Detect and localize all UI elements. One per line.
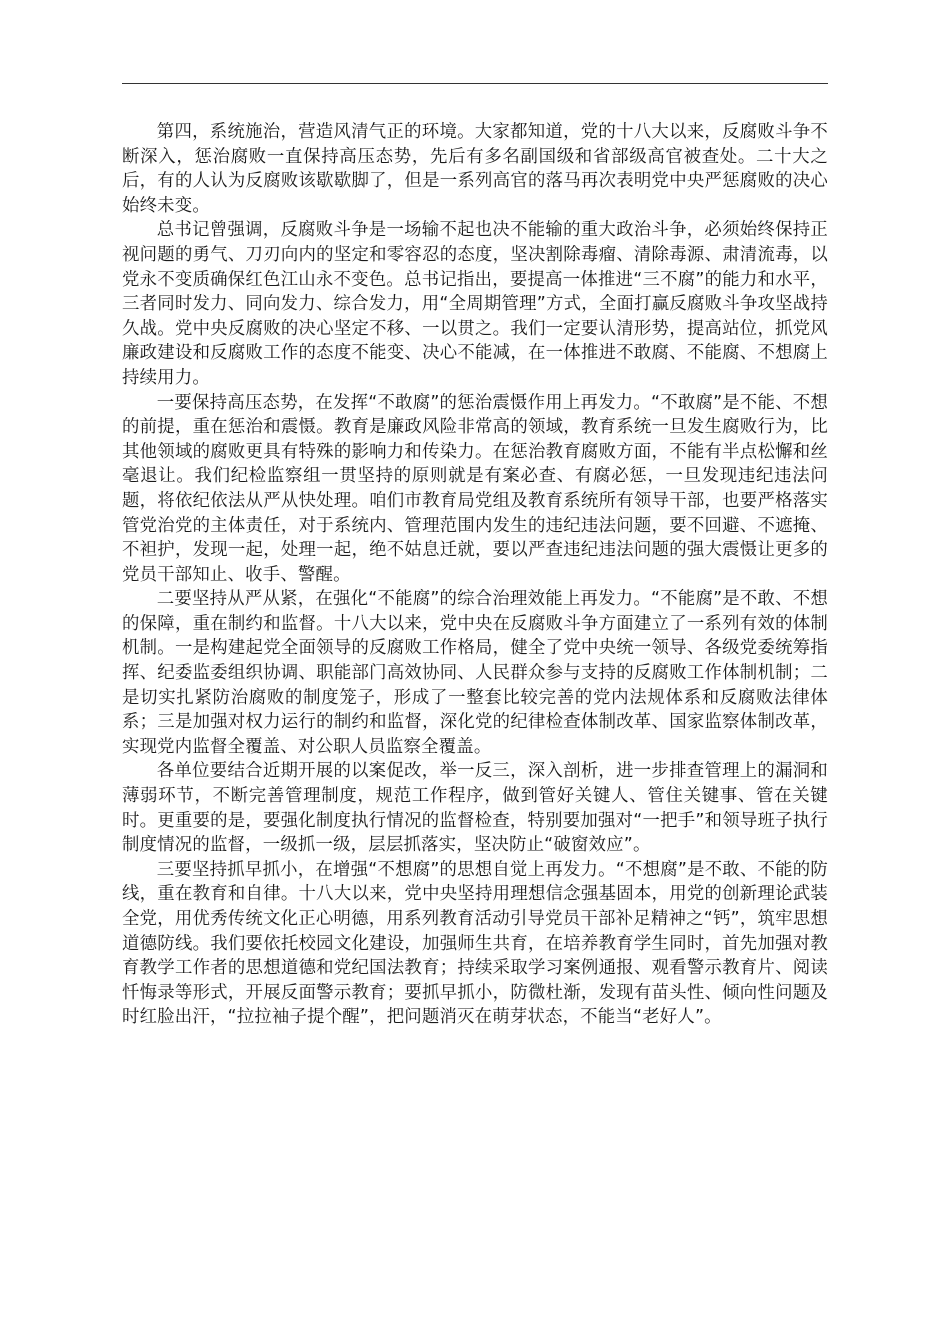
header-divider	[122, 83, 828, 84]
paragraph: 各单位要结合近期开展的以案促改，举一反三，深入剖析，进一步排查管理上的漏洞和薄弱环节，不断完善管理制度，规范工作程序，做到管好关键人、管住关键事、管在关键时。更重要的是，要强化制度执行情况的监督检查，特别要加强对“一把手”和领导班子执行制度情况的监督，一级抓一级，层层抓落实，坚决防止“破窗效应”。	[122, 761, 828, 856]
paragraph: 二要坚持从严从紧，在强化“不能腐”的综合治理效能上再发力。“不能腐”是不敢、不想的保障，重在制约和监督。十八大以来，党中央在反腐败斗争方面建立了一系列有效的体制机制。一是构建起党全面领导的反腐败工作格局，健全了党中央统一领导、各级党委统筹指挥、纪委监委组织协调、职能部门高效协同、人民群众参与支持的反腐败工作体制机制；二是切实扎紧防治腐败的制度笼子，形成了一整套比较完善的党内法规体系和反腐败法律体系；三是加强对权力运行的制约和监督，深化党的纪律检查体制改革、国家监察体制改革，实现党内监督全覆盖、对公职人员监察全覆盖。	[122, 589, 828, 757]
paragraph: 三要坚持抓早抓小，在增强“不想腐”的思想自觉上再发力。“不想腐”是不敢、不能的防线，重在教育和自律。十八大以来，党中央坚持用理想信念强基固本，用党的创新理论武装全党，用优秀传统文化正心明德，用系列教育活动引导党员干部补足精神之“钙”，筑牢思想道德防线。我们要依托校园文化建设，加强师生共育，在培养教育学生同时，首先加强对教育教学工作者的思想道德和党纪国法教育；持续采取学习案例通报、观看警示教育片、阅读忏悔录等形式，开展反面警示教育；要抓早抓小，防微杜渐，发现有苗头性、倾向性问题及时红脸出汗，“拉拉袖子提个醒”，把问题消灭在萌芽状态，不能当“老好人”。	[122, 859, 828, 1028]
paragraph: 第四，系统施治，营造风清气正的环境。大家都知道，党的十八大以来，反腐败斗争不断深入，惩治腐败一直保持高压态势，先后有多名副国级和省部级高官被查处。二十大之后，有的人认为反腐败该歇歇脚了，但是一系列高官的落马再次表明党中央严惩腐败的决心始终未变。	[122, 122, 828, 216]
paragraph: 总书记曾强调，反腐败斗争是一场输不起也决不能输的重大政治斗争，必须始终保持正视问题的勇气、刀刃向内的坚定和零容忍的态度，坚决割除毒瘤、清除毒源、肃清流毒，以党永不变质确保红色江山永不变色。总书记指出，要提高一体推进“三不腐”的能力和水平，三者同时发力、同向发力、综合发力，用“全周期管理”方式，全面打赢反腐败斗争攻坚战持久战。党中央反腐败的决心坚定不移、一以贯之。我们一定要认清形势，提高站位，抓党风廉政建设和反腐败工作的态度不能变、决心不能减，在一体推进不敢腐、不能腐、不想腐上持续用力。	[122, 220, 828, 388]
paragraph: 一要保持高压态势，在发挥“不敢腐”的惩治震慑作用上再发力。“不敢腐”是不能、不想的前提，重在惩治和震慑。教育是廉政风险非常高的领域，教育系统一旦发生腐败行为，比其他领域的腐败更具有特殊的影响力和传染力。在惩治教育腐败方面，不能有半点松懈和丝毫退让。我们纪检监察组一贯坚持的原则就是有案必查、有腐必惩，一旦发现违纪违法问题，将依纪依法从严从快处理。咱们市教育局党组及教育系统所有领导干部，也要严格落实管党治党的主体责任，对于系统内、管理范围内发生的违纪违法问题，要不回避、不遮掩、不袒护，发现一起，处理一起，绝不姑息迁就，要以严查违纪违法问题的强大震慑让更多的党员干部知止、收手、警醒。	[122, 392, 828, 585]
document-body	[122, 120, 828, 1030]
